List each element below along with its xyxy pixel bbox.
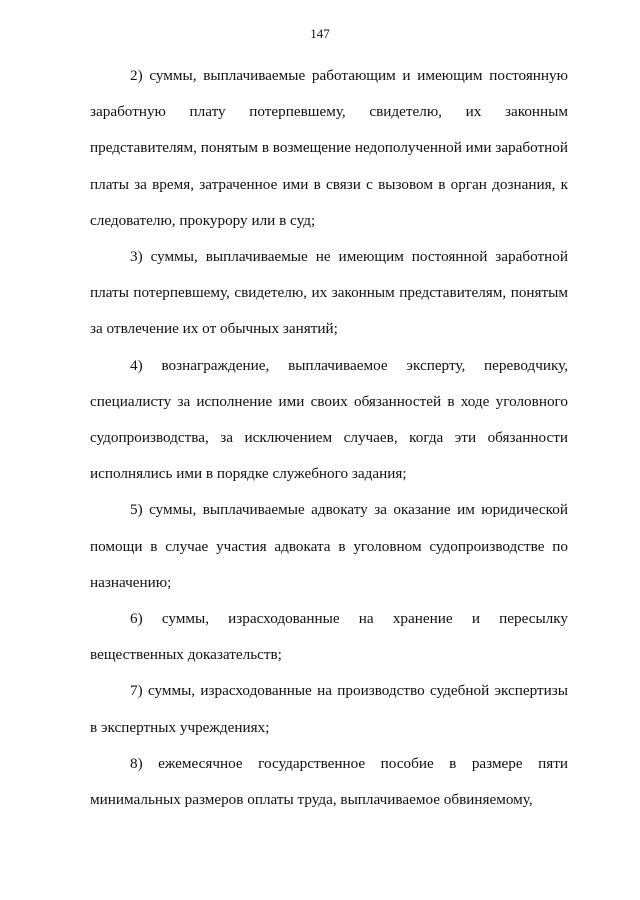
paragraph-item-3: 3) суммы, выплачиваемые не имеющим постоянной заработной платы потерпевшему, свидетелю, их законным представителям, понятым за отвлечение их от обычных занятий; — [90, 248, 568, 338]
paragraph-item-8: 8) ежемесячное государственное пособие в размере пяти минимальных размеров оплаты труда, выплачиваемое обвиняемому, — [90, 754, 568, 809]
paragraph-item-2: 2) суммы, выплачиваемые работающим и имеющим постоянную заработную плату потерпевшему, свидетелю, их законным представителям, понятым в возмещение недополученной ими заработной платы за время, затраченное ими в связи с вызовом в орган дознания, к следователю, прокурору или в суд; — [90, 67, 568, 229]
paragraph-item-4: 4) вознаграждение, выплачиваемое эксперту, переводчику, специалисту за исполнение ими своих обязанностей в ходе уголовного судопроизводства, за исключением случаев, когда эти обязанности исполнялись ими в порядке служебного задания; — [90, 356, 568, 483]
paragraph-item-6: 6) суммы, израсходованные на хранение и пересылку вещественных доказательств; — [90, 610, 568, 664]
paragraph-item-7: 7) суммы, израсходованные на производство судебной экспертизы в экспертных учреждениях; — [90, 682, 568, 736]
paragraph-item-5: 5) суммы, выплачиваемые адвокату за оказание им юридической помощи в случае участия адвоката в уголовном судопроизводстве по назначению; — [90, 501, 568, 591]
page-number: 147 — [310, 26, 330, 41]
document-body — [90, 58, 568, 818]
